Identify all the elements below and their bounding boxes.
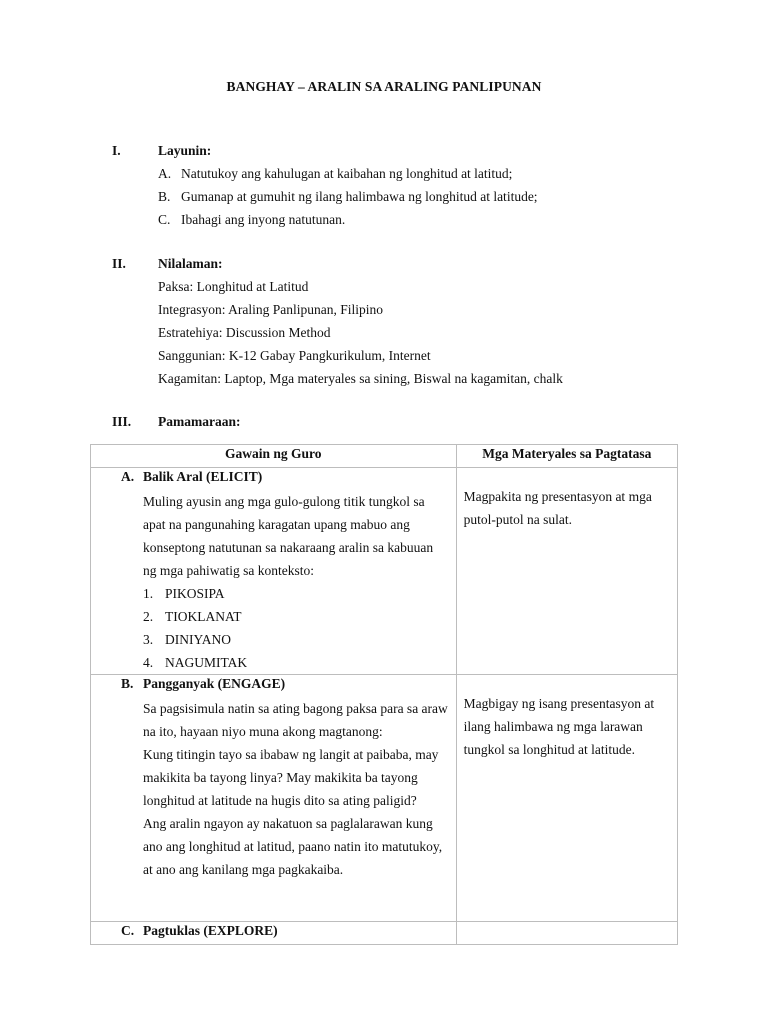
column-header-assessment-materials: Mga Materyales sa Pagtatasa — [456, 445, 677, 468]
step-paragraph: Kung titingin tayo sa ibabaw ng langit at paibaba, may makikita ba tayong linya? May makikita ba tayong longhitud at latitude na hugis dito sa ating paligid? — [143, 747, 439, 808]
assessment-materials-cell — [456, 675, 677, 922]
column-header-teacher-activity: Gawain ng Guro — [91, 445, 457, 468]
step-heading: B. Pangganyak (ENGAGE) — [121, 676, 286, 691]
materials-text: Magpakita ng presentasyon at mga putol-putol na sulat. — [463, 489, 652, 527]
content-line: Kagamitan: Laptop, Mga materyales sa sining, Biswal na kagamitan, chalk — [158, 371, 563, 386]
step-paragraph: Sa pagsisimula natin sa ating bagong paksa para sa araw na ito, hayaan niyo muna akong magtanong: — [143, 701, 448, 739]
section-number: I. — [112, 143, 121, 158]
section-number: III. — [112, 414, 132, 429]
step-instructions: Muling ayusin ang mga gulo-gulong titik tungkol sa apat na pangunahing karagatan upang mabuo ang konseptong natutunan sa nakaraang aralin sa kabuuan ng mga pahiwatig sa konteksto: — [143, 494, 434, 578]
table-row-explore — [91, 922, 678, 945]
table-row-elicit — [91, 468, 678, 675]
objectives-list — [158, 166, 538, 235]
list-item: 4. NAGUMITAK — [143, 655, 248, 670]
step-heading: C. Pagtuklas (EXPLORE) — [121, 923, 278, 938]
content-lines — [158, 279, 563, 394]
section-number: II. — [112, 256, 126, 271]
content-line: Sanggunian: K-12 Gabay Pangkurikulum, Internet — [158, 348, 431, 363]
teacher-activity-cell — [91, 922, 457, 945]
list-item: 1. PIKOSIPA — [143, 586, 225, 601]
teacher-activity-cell — [91, 468, 457, 675]
list-item: C. Ibahagi ang inyong natutunan. — [158, 212, 346, 227]
content-line: Integrasyon: Araling Panlipunan, Filipino — [158, 302, 383, 317]
table-header-row — [91, 445, 678, 468]
content-line: Paksa: Longhitud at Latitud — [158, 279, 309, 294]
list-item: A. Natutukoy ang kahulugan at kaibahan ng longhitud at latitud; — [158, 166, 513, 181]
document-title: BANGHAY – ARALIN SA ARALING PANLIPUNAN — [226, 79, 542, 94]
list-item: 3. DINIYANO — [143, 632, 231, 647]
section-heading: Nilalaman: — [158, 256, 223, 271]
table-row-engage — [91, 675, 678, 922]
step-heading: A. Balik Aral (ELICIT) — [121, 469, 263, 484]
content-line: Estratehiya: Discussion Method — [158, 325, 331, 340]
section-heading: Pamamaraan: — [158, 414, 241, 429]
list-item: B. Gumanap at gumuhit ng ilang halimbawa ng longhitud at latitude; — [158, 189, 538, 204]
materials-text: Magbigay ng isang presentasyon at ilang halimbawa ng mga larawan tungkol sa longhitud at latitude. — [463, 696, 655, 757]
assessment-materials-cell — [456, 922, 677, 945]
section-heading: Layunin: — [158, 143, 212, 158]
list-item: 2. TIOKLANAT — [143, 609, 242, 624]
procedure-table — [90, 444, 678, 945]
assessment-materials-cell — [456, 468, 677, 675]
step-paragraph: Ang aralin ngayon ay nakatuon sa paglalarawan kung ano ang longhitud at latitud, paano natin ito matutukoy, at ano ang kanilang mga pagkakaiba. — [143, 816, 443, 877]
teacher-activity-cell — [91, 675, 457, 922]
